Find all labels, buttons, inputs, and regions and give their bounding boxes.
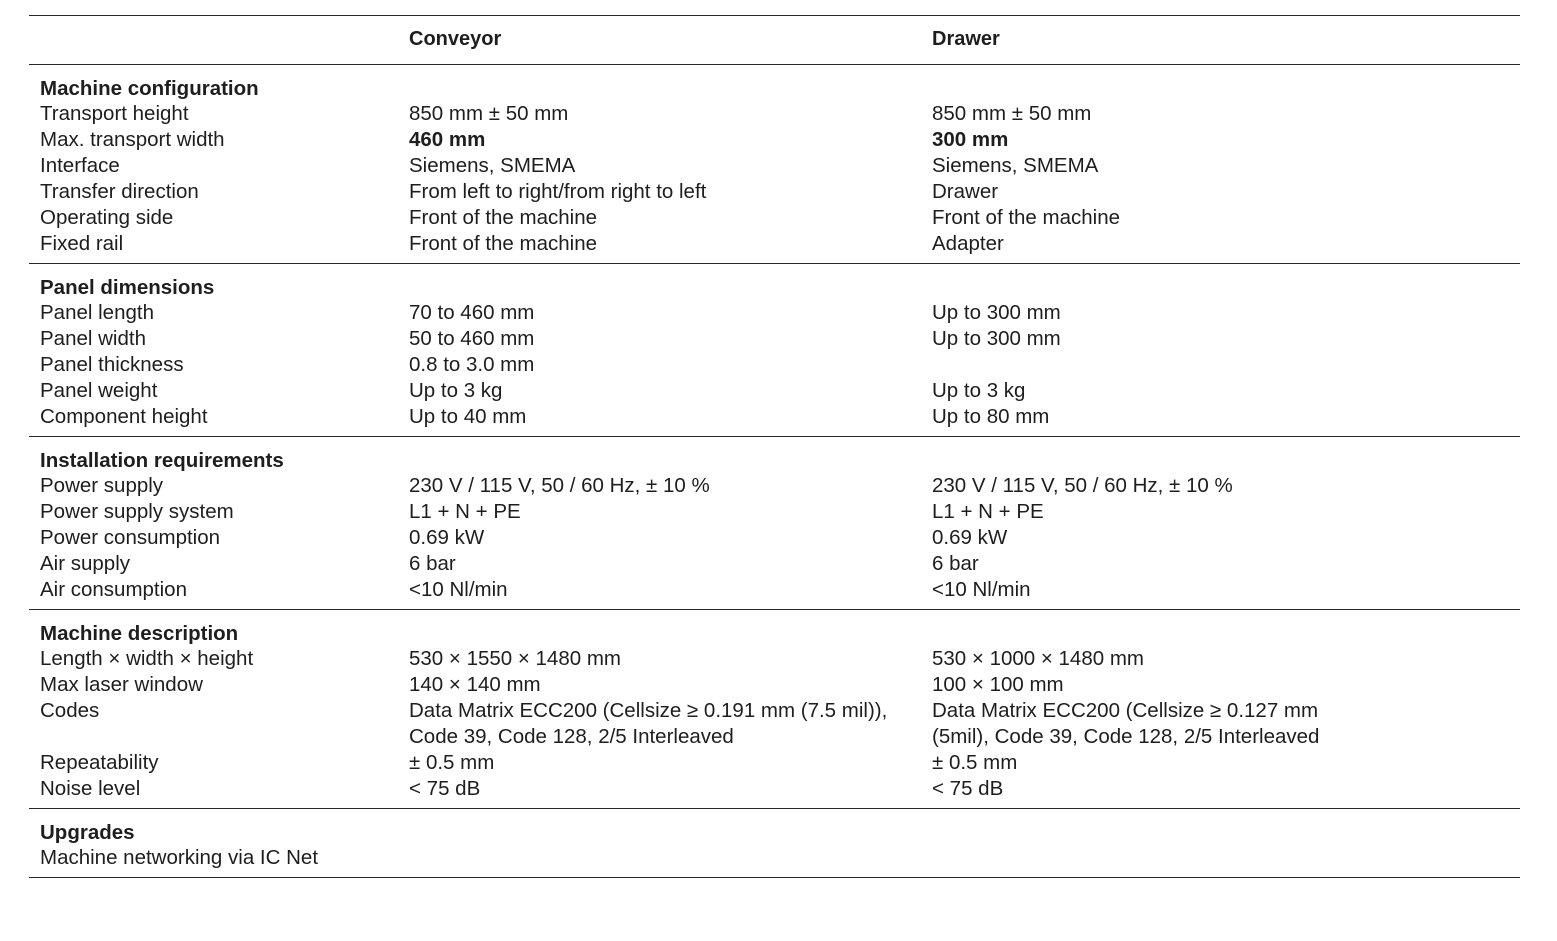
table-row: [29, 525, 1520, 551]
drawer-value: Up to 80 mm: [932, 405, 1050, 428]
table-row: [29, 750, 1520, 776]
conveyor-value: 460 mm: [409, 128, 486, 151]
section-installation-requirements: [29, 437, 1520, 609]
table-row: [29, 404, 1520, 430]
section-title: Machine description: [40, 622, 239, 645]
conveyor-value: < 75 dB: [409, 777, 481, 800]
row-label: Transport height: [40, 102, 189, 125]
conveyor-value: Front of the machine: [409, 206, 598, 229]
conveyor-value: 850 mm ± 50 mm: [409, 102, 569, 125]
drawer-value: Up to 300 mm: [932, 301, 1061, 324]
row-label: Power supply: [40, 474, 164, 497]
conveyor-value: 70 to 460 mm: [409, 301, 535, 324]
table-row: [29, 499, 1520, 525]
row-label: Length × width × height: [40, 647, 254, 670]
section-panel-dimensions: [29, 264, 1520, 436]
table-row: [29, 300, 1520, 326]
table-row: [29, 205, 1520, 231]
section-machine-configuration: [29, 65, 1520, 263]
section-title: Installation requirements: [40, 449, 284, 472]
table-row: [29, 231, 1520, 257]
row-label: Machine networking via IC Net: [40, 846, 319, 869]
table-row: [29, 473, 1520, 499]
section-machine-description: [29, 610, 1520, 808]
drawer-value: Drawer: [932, 180, 999, 203]
conveyor-value: Data Matrix ECC200 (Cellsize ≥ 0.191 mm (7.5 mil)), Code 39, Code 128, 2/5 Interleaved: [409, 699, 888, 748]
drawer-value: 230 V / 115 V, 50 / 60 Hz, ± 10 %: [932, 474, 1233, 497]
drawer-value: 6 bar: [932, 552, 979, 575]
table-row: [29, 153, 1520, 179]
spec-table: [29, 15, 1520, 878]
section-title: Machine configuration: [40, 77, 259, 100]
column-header-conveyor: Conveyor: [409, 28, 502, 50]
table-row: [29, 776, 1520, 802]
conveyor-value: Up to 3 kg: [409, 379, 503, 402]
table-row: [29, 179, 1520, 205]
conveyor-value: 530 × 1550 × 1480 mm: [409, 647, 621, 670]
table-row: [29, 646, 1520, 672]
row-label: Max laser window: [40, 673, 203, 696]
row-label: Power consumption: [40, 526, 221, 549]
drawer-value: Up to 3 kg: [932, 379, 1026, 402]
drawer-value: L1 + N + PE: [932, 500, 1044, 523]
drawer-value: 0.69 kW: [932, 526, 1008, 549]
table-row: [29, 672, 1520, 698]
conveyor-value: 140 × 140 mm: [409, 673, 541, 696]
drawer-value: ± 0.5 mm: [932, 751, 1018, 774]
conveyor-value: Up to 40 mm: [409, 405, 527, 428]
table-row: [29, 326, 1520, 352]
row-label: Air supply: [40, 552, 131, 575]
row-label: Max. transport width: [40, 128, 225, 151]
table-row: [29, 845, 1520, 871]
drawer-value: 530 × 1000 × 1480 mm: [932, 647, 1144, 670]
column-header-drawer: Drawer: [932, 28, 1000, 50]
conveyor-value: 0.8 to 3.0 mm: [409, 353, 535, 376]
row-label: Operating side: [40, 206, 174, 229]
drawer-value: Up to 300 mm: [932, 327, 1061, 350]
conveyor-value: 230 V / 115 V, 50 / 60 Hz, ± 10 %: [409, 474, 710, 497]
drawer-value: Front of the machine: [932, 206, 1121, 229]
row-label: Panel weight: [40, 379, 158, 402]
row-label: Interface: [40, 154, 120, 177]
section-title: Upgrades: [40, 821, 135, 844]
drawer-value: Data Matrix ECC200 (Cellsize ≥ 0.127 mm (5mil), Code 39, Code 128, 2/5 Interleaved: [932, 699, 1320, 748]
conveyor-value: 0.69 kW: [409, 526, 485, 549]
row-label: Fixed rail: [40, 232, 124, 255]
conveyor-value: Front of the machine: [409, 232, 598, 255]
table-row: [29, 127, 1520, 153]
drawer-value: 100 × 100 mm: [932, 673, 1064, 696]
conveyor-value: L1 + N + PE: [409, 500, 521, 523]
conveyor-value: 50 to 460 mm: [409, 327, 535, 350]
section-title: Panel dimensions: [40, 276, 215, 299]
row-label: Panel thickness: [40, 353, 184, 376]
conveyor-value: Siemens, SMEMA: [409, 154, 576, 177]
conveyor-value: 6 bar: [409, 552, 456, 575]
drawer-value: Adapter: [932, 232, 1004, 255]
conveyor-value: <10 Nl/min: [409, 578, 508, 601]
section-upgrades: [29, 809, 1520, 877]
table-header: [29, 16, 1520, 64]
drawer-value: < 75 dB: [932, 777, 1004, 800]
row-label: Codes: [40, 699, 100, 722]
row-label: Panel width: [40, 327, 146, 350]
drawer-value: 300 mm: [932, 128, 1009, 151]
row-label: Component height: [40, 405, 208, 428]
table-row: [29, 577, 1520, 603]
table-row: [29, 378, 1520, 404]
row-label: Power supply system: [40, 500, 234, 523]
table-row: [29, 551, 1520, 577]
row-label: Repeatability: [40, 751, 159, 774]
table-row: [29, 698, 1520, 750]
drawer-value: 850 mm ± 50 mm: [932, 102, 1092, 125]
table-row: [29, 101, 1520, 127]
conveyor-value: From left to right/from right to left: [409, 180, 707, 203]
table-bottom-rule: [29, 877, 1520, 878]
conveyor-value: ± 0.5 mm: [409, 751, 495, 774]
drawer-value: <10 Nl/min: [932, 578, 1031, 601]
row-label: Transfer direction: [40, 180, 199, 203]
row-label: Air consumption: [40, 578, 187, 601]
table-row: [29, 352, 1520, 378]
drawer-value: Siemens, SMEMA: [932, 154, 1099, 177]
row-label: Panel length: [40, 301, 154, 324]
row-label: Noise level: [40, 777, 141, 800]
